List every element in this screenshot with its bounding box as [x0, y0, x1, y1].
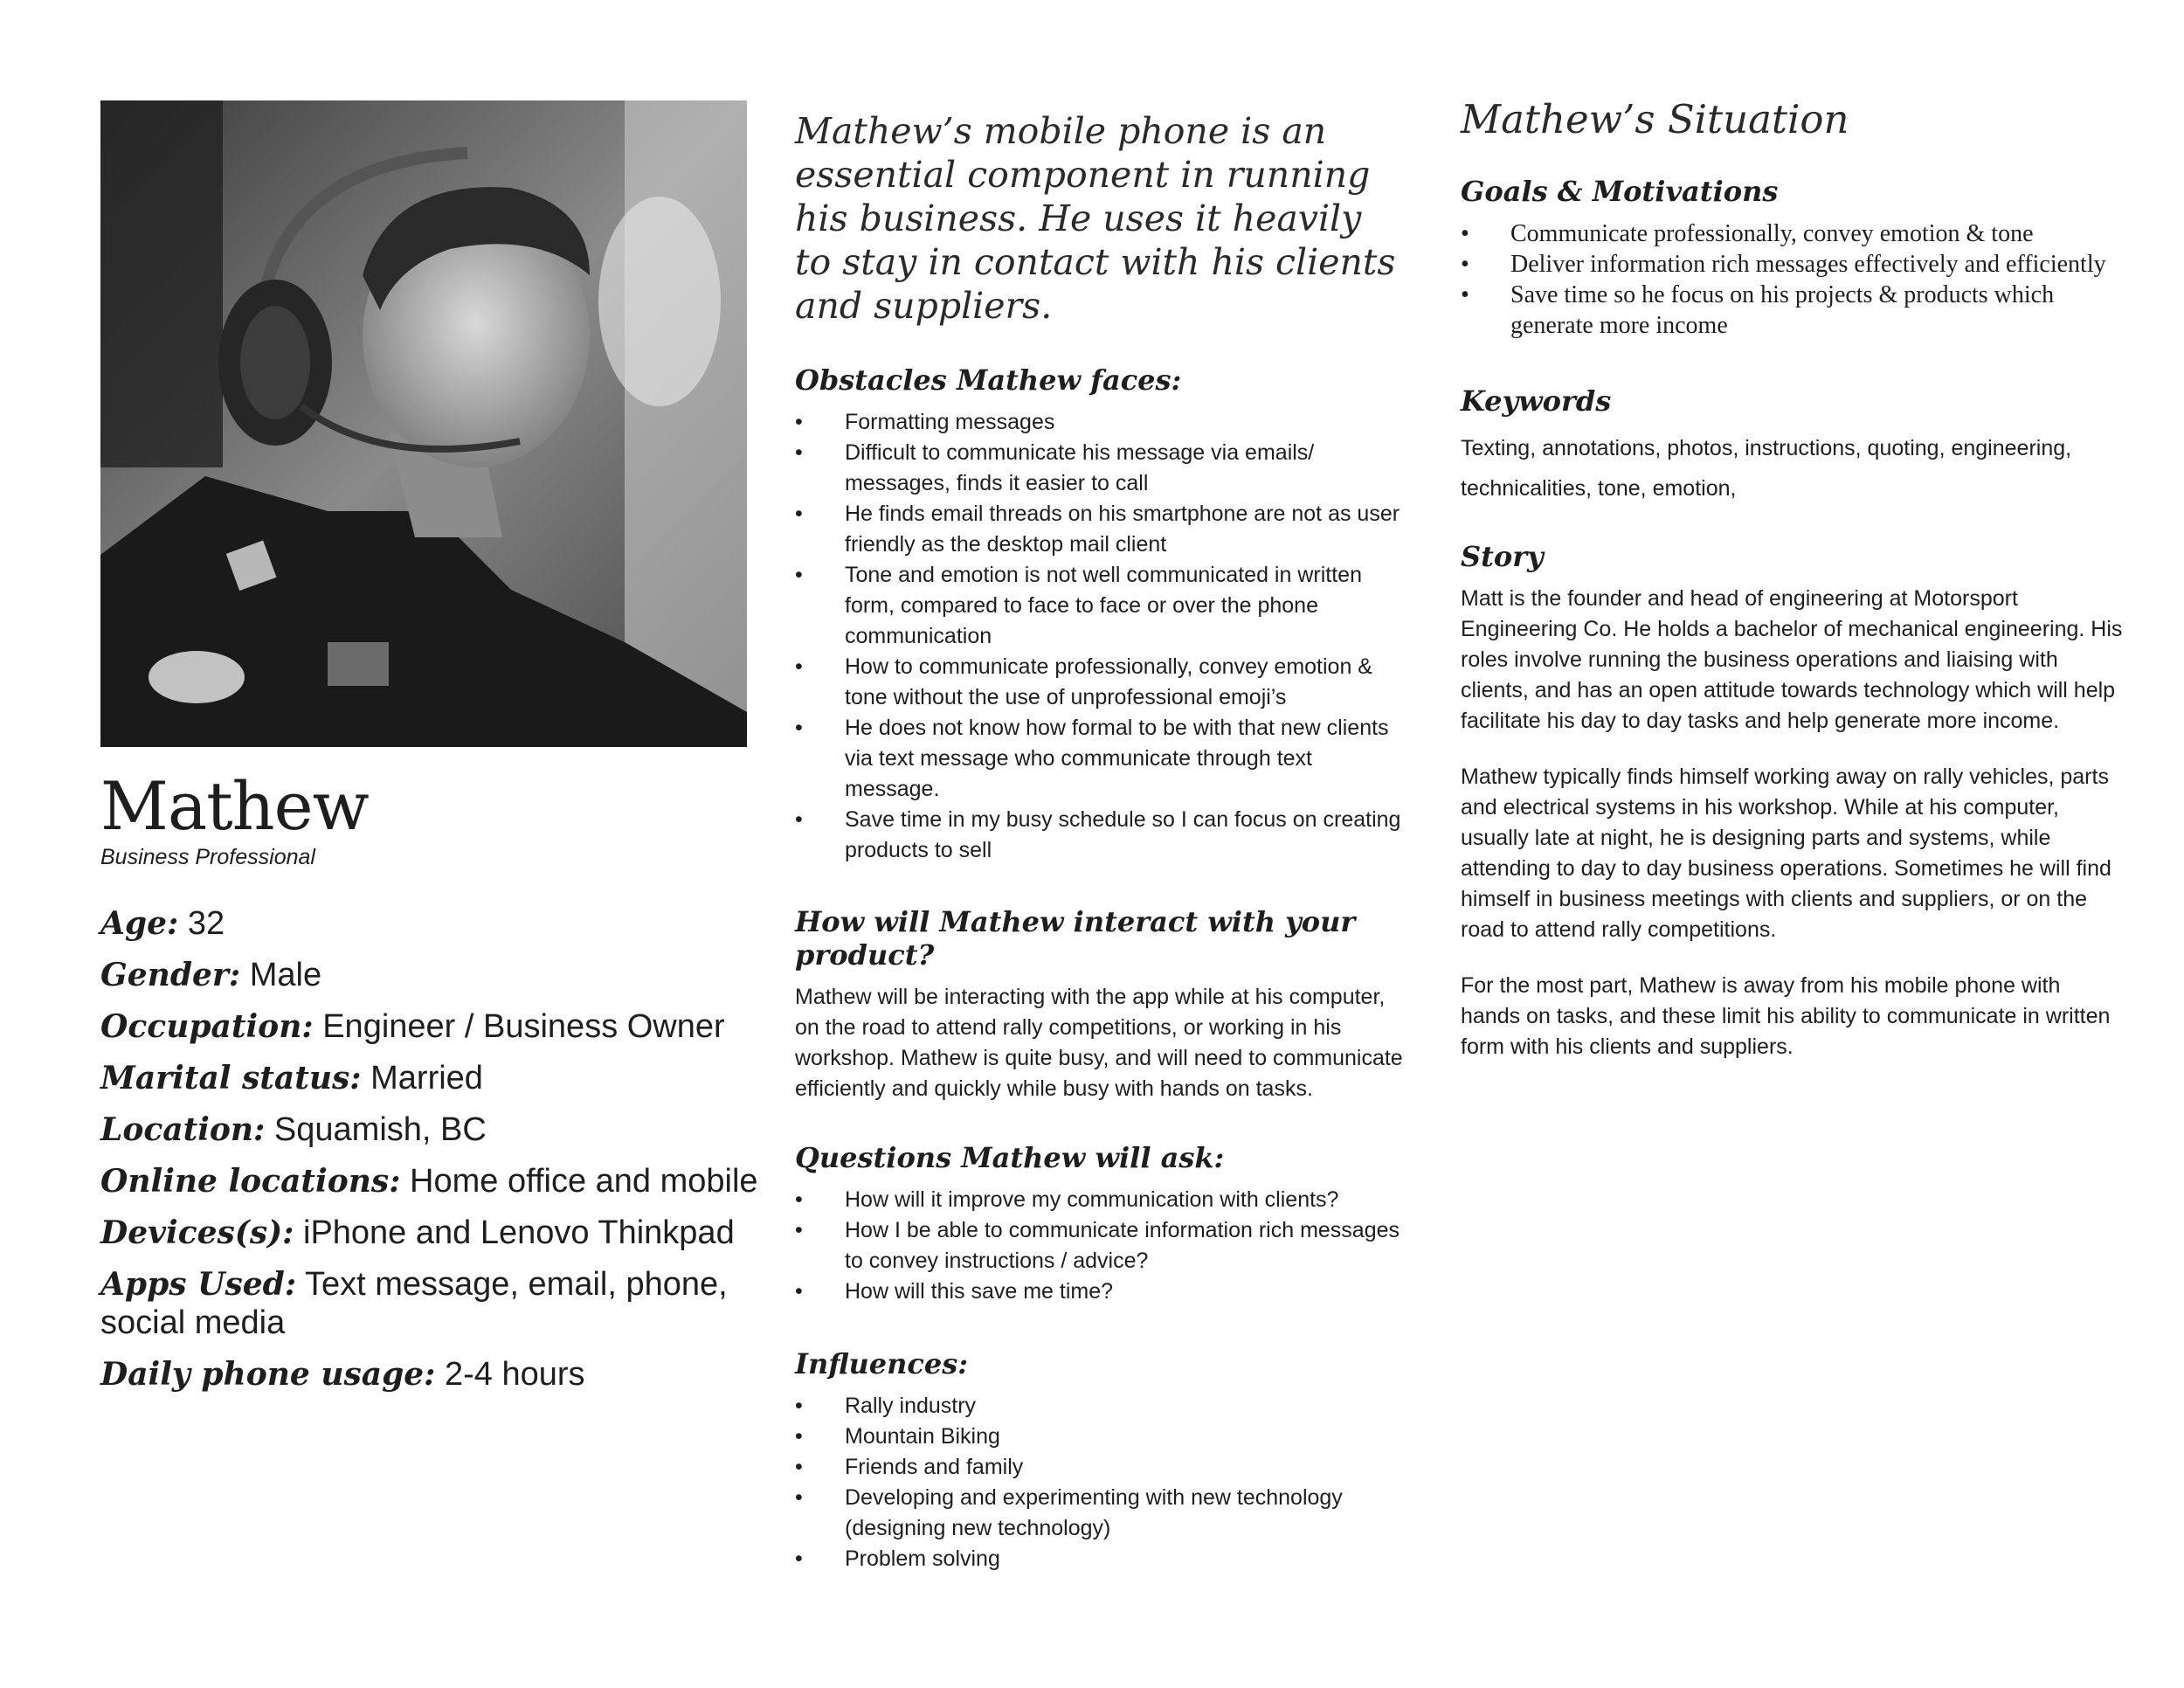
interact-text: Mathew will be interacting with the app while at his computer, on the road to attend rally competitions, or working in his workshop. Mathew is quite busy, and will need to communicate efficiently and quickly while busy with hands on tasks. [795, 985, 1403, 1101]
influences-heading: Influences: [795, 1347, 969, 1380]
questions-list [795, 1185, 1406, 1307]
keywords-heading: Keywords [1461, 384, 1612, 418]
fact-location [100, 1110, 764, 1149]
fact-value: Home office and mobile [400, 1163, 758, 1200]
bullet-icon: • [795, 563, 803, 587]
list-item: • Developing and experimenting with new technology (designing new technology) [795, 1483, 1406, 1544]
bullet-icon: • [795, 1424, 803, 1449]
fact-value: Squamish, BC [265, 1111, 487, 1148]
situation-title: Mathew’s Situation [1461, 96, 1849, 142]
bullet-icon: • [795, 440, 803, 465]
questions-section [795, 1141, 1406, 1307]
fact-devices [100, 1214, 764, 1252]
list-item: • How will this save me time? [795, 1276, 1406, 1307]
list-item: • Save time so he focus on his projects & products which generate more income [1461, 281, 2055, 339]
fact-label: Devices(s): [100, 1214, 294, 1251]
bullet-icon: • [795, 1546, 803, 1571]
persona-photo [100, 100, 747, 747]
list-item: • How will it improve my communication with clients? [795, 1185, 1406, 1215]
fact-marital-status [100, 1059, 764, 1097]
fact-label: Daily phone usage: [100, 1356, 436, 1393]
list-item: • Mountain Biking [795, 1422, 1406, 1452]
fact-label: Marital status: [100, 1060, 362, 1097]
fact-label: Location: [100, 1111, 266, 1148]
fact-online-locations [100, 1162, 764, 1200]
bullet-icon: • [795, 502, 803, 526]
fact-value: Married [361, 1060, 483, 1097]
bullet-icon: • [795, 716, 803, 740]
interact-section [795, 905, 1406, 1104]
obstacles-heading: Obstacles Mathew faces: [795, 363, 1182, 397]
bullet-icon: • [1461, 281, 1469, 308]
fact-daily-phone-usage [100, 1355, 764, 1394]
questions-heading: Questions Mathew will ask: [795, 1141, 1225, 1174]
persona-name: Mathew [100, 767, 369, 845]
list-item: • He does not know how formal to be with that new clients via text message who communicate through text message. [795, 713, 1406, 805]
persona-role: Business Professional [100, 845, 315, 869]
fact-occupation [100, 1007, 764, 1046]
fact-value: iPhone and Lenovo Thinkpad [294, 1214, 735, 1251]
goals-heading: Goals & Motivations [1461, 175, 1779, 208]
fact-gender [100, 956, 764, 994]
bullet-icon: • [795, 1394, 803, 1418]
list-item: • Difficult to communicate his message via emails/ messages, finds it easier to call [795, 438, 1406, 499]
fact-value: 32 [178, 905, 225, 942]
list-item: • Tone and emotion is not well communicated in written form, compared to face to face or over the phone communication [795, 560, 1406, 652]
fact-apps-used [100, 1265, 764, 1342]
fact-label: Online locations: [100, 1163, 401, 1200]
interact-heading: How will Mathew interact with your product? [795, 905, 1356, 972]
fact-value: Text message, email, phone, social media [100, 1266, 728, 1341]
fact-label: Age: [100, 905, 179, 942]
fact-value: 2-4 hours [435, 1356, 585, 1393]
fact-label: Gender: [100, 957, 241, 993]
list-item: • Problem solving [795, 1544, 1406, 1574]
story-section [1461, 540, 2125, 1062]
list-item: • How to communicate professionally, convey emotion & tone without the use of unprofessional emoji’s [795, 652, 1406, 713]
fact-value: Male [240, 957, 322, 993]
goals-list [1461, 218, 2125, 341]
list-item: • How I be able to communicate information rich messages to convey instructions / advice? [795, 1215, 1406, 1276]
story-paragraph: Matt is the founder and head of engineering at Motorsport Engineering Co. He holds a bachelor of mechanical engineering. His roles involve running the business operations and liaising with clients, and has an open attitude towards technology which will help facilitate his day to day tasks and help generate more income. [1461, 586, 2123, 733]
list-item: • Formatting messages [795, 407, 1406, 438]
bullet-icon: • [795, 1187, 803, 1212]
story-heading: Story [1461, 540, 1544, 573]
bullet-icon: • [795, 1279, 803, 1304]
keywords-section [1461, 384, 2125, 508]
story-paragraph: For the most part, Mathew is away from his mobile phone with hands on tasks, and these limit his ability to communicate in written form with his clients and suppliers. [1461, 973, 2111, 1059]
list-item: • Deliver information rich messages effectively and efficiently [1461, 251, 2106, 278]
list-item: • Friends and family [795, 1452, 1406, 1483]
fact-value: Engineer / Business Owner [313, 1008, 725, 1045]
fact-age [100, 904, 764, 943]
obstacles-section [795, 363, 1406, 866]
bullet-icon: • [1461, 251, 1469, 278]
keywords-text: Texting, annotations, photos, instructions, quoting, engineering, technicalities, tone, emotion, [1461, 436, 2072, 501]
list-item: • Rally industry [795, 1391, 1406, 1422]
list-item: • Save time in my busy schedule so I can focus on creating products to sell [795, 805, 1406, 866]
fact-label: Occupation: [100, 1008, 314, 1045]
bullet-icon: • [795, 1218, 803, 1242]
influences-list [795, 1391, 1406, 1574]
list-item: • He finds email threads on his smartphone are not as user friendly as the desktop mail client [795, 499, 1406, 560]
list-item: • Communicate professionally, convey emotion & tone [1461, 220, 2034, 247]
bullet-icon: • [795, 410, 803, 434]
persona-quote: Mathew’s mobile phone is an essential component in running his business. He uses it heavily to stay in contact with his clients and suppliers. [795, 110, 1396, 327]
story-paragraph: Mathew typically finds himself working away on rally vehicles, parts and electrical systems in his workshop. While at his computer, usually late at night, he is designing parts and systems, while attending to day to day business operations. Sometimes he will find himself in business meetings with clients and suppliers, or on the road to attend rally competitions. [1461, 764, 2111, 942]
bullet-icon: • [1461, 220, 1469, 247]
bullet-icon: • [795, 654, 803, 679]
fact-label: Apps Used: [100, 1266, 297, 1303]
goals-section [1461, 175, 2125, 341]
bullet-icon: • [795, 807, 803, 832]
bullet-icon: • [795, 1485, 803, 1510]
persona-facts [100, 904, 764, 1407]
bullet-icon: • [795, 1455, 803, 1479]
obstacles-list [795, 407, 1406, 866]
influences-section [795, 1347, 1406, 1574]
